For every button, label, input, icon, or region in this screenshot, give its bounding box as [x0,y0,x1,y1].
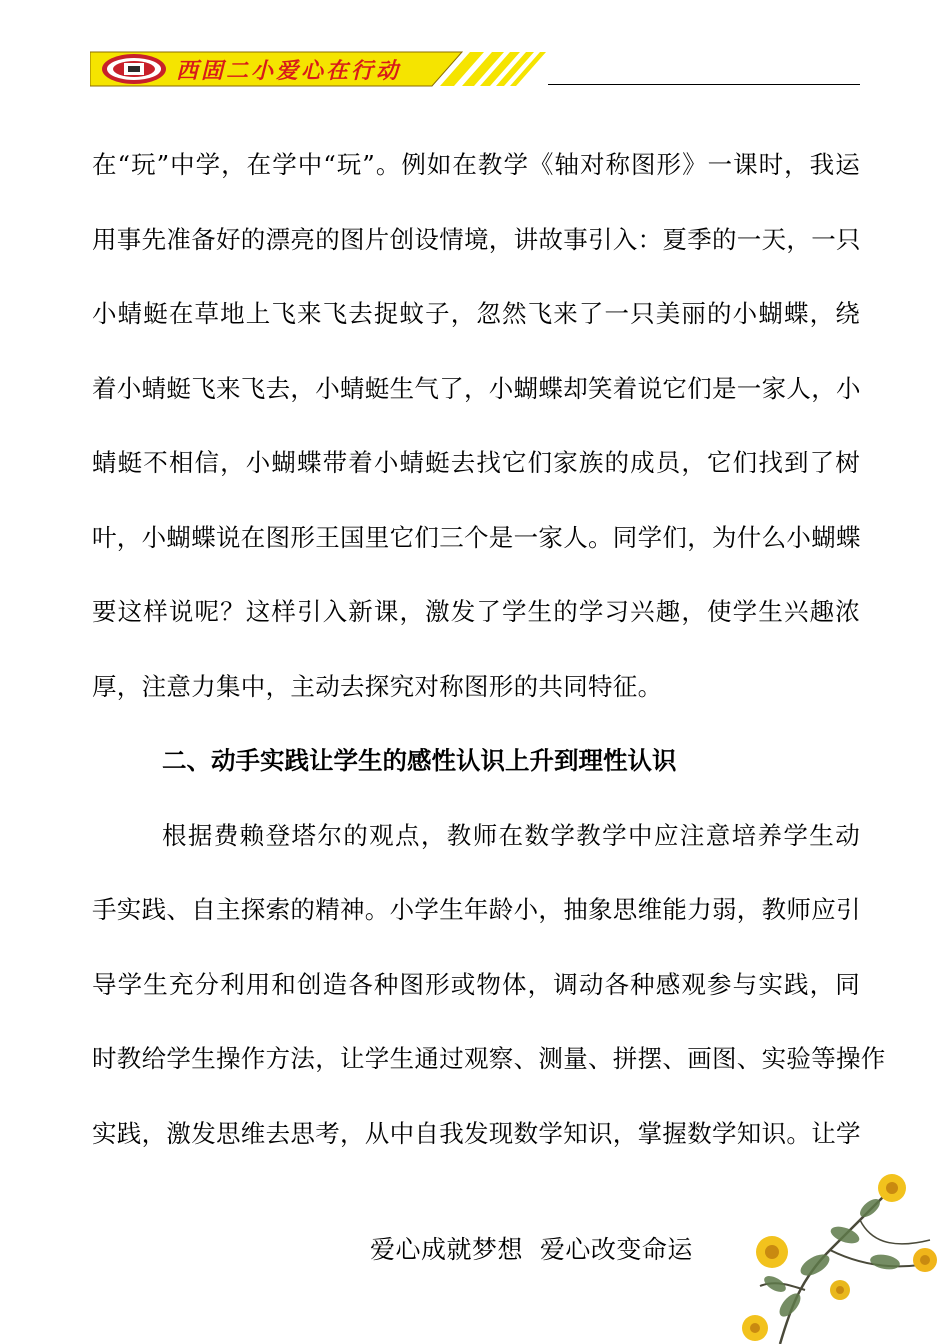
banner-title: 西固二小爱心在行动 [176,59,402,84]
paragraph-1-line: 着小蜻蜓飞来飞去，小蜻蜓生气了，小蝴蝶却笑着说它们是一家人，小 [92,373,861,403]
paragraph-1-line: 叶，小蝴蝶说在图形王国里它们三个是一家人。同学们，为什么小蝴蝶 [92,522,861,552]
paragraph-2-line: 根据费赖登塔尔的观点，教师在数学教学中应注意培养学生动 [162,820,860,850]
chrysanthemum-icon [720,1160,950,1344]
paragraph-2-line: 导学生充分利用和创造各种图形或物体，调动各种感观参与实践，同 [92,969,860,999]
header-rule [548,84,860,85]
paragraph-1-line: 要这样说呢？这样引入新课，激发了学生的学习兴趣，使学生兴趣浓 [92,597,860,626]
section-heading: 二、动手实践让学生的感性认识上升到理性认识 [162,746,677,775]
paragraph-1-line: 厚，注意力集中，主动去探究对称图形的共同特征。 [92,671,663,701]
paragraph-2-line: 手实践、自主探索的精神。小学生年龄小，抽象思维能力弱，教师应引 [92,895,861,924]
paragraph-2-line: 时教给学生操作方法，让学生通过观察、测量、拼摆、画图、实验等操作 [92,1044,886,1073]
document-body [92,128,886,1171]
paragraph-2-line: 实践，激发思维去思考，从中自我发现数学知识，掌握数学知识。让学 [92,1118,861,1148]
footer-slogan: 爱心成就梦想 爱心改变命运 [370,1235,693,1264]
header-banner [90,48,550,88]
paragraph-1-line: 蜻蜓不相信，小蝴蝶带着小蜻蜓去找它们家族的成员，它们找到了树 [92,448,860,477]
paragraph-1-line: 小蜻蜓在草地上飞来飞去捉蚊子，忽然飞来了一只美丽的小蝴蝶，绕 [92,299,860,328]
paragraph-1-line: 用事先准备好的漂亮的图片创设情境，讲故事引入：夏季的一天，一只 [92,224,861,254]
paragraph-1-line: 在“玩”中学，在学中“玩”。例如在教学《轴对称图形》一课时，我运 [92,150,860,179]
school-badge-icon [102,54,166,84]
